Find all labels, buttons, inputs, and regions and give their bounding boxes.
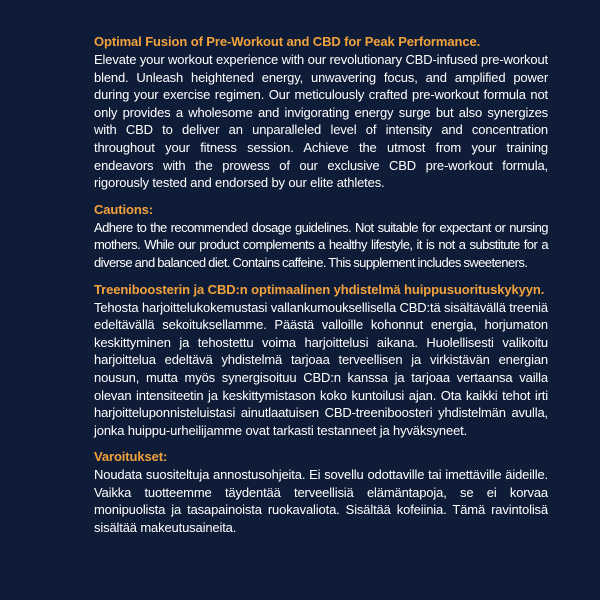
section-heading: Treeniboosterin ja CBD:n optimaalinen yhdistelmä huippusuorituskykyyn.: [94, 281, 545, 297]
section-finnish-description: [94, 281, 548, 440]
section-body: Tehosta harjoittelukokemustasi vallankumouksellisella CBD:tä sisältävällä treeniä edeltävällä sekoituksellamme. Päästä valloille kohonnut energia, horjumaton keskittyminen ja tehostettu voima harjoittelusi aikana. Huolellisesti valikoitu harjoittelua edeltävä yhdistelmä tarjoaa terveellisen ja virkistävän energian nousun, mutta myös synergisoituu CBD:n kanssa ja tarjoaa vertaansa vailla olevan intensiteetin ja keskittymistason koko kuntoilusi ajan. Ota kaikki tehot irti harjoitteluponnisteluistasi ainutlaatuisen CBD-treeniboosteri yhdistelmän avulla, jonka huippu-urheilijamme ovat tarkasti testanneet ja hyväksyneet.: [94, 299, 548, 438]
section-heading: Varoitukset:: [94, 449, 168, 465]
section-english-description: [94, 33, 548, 192]
section-body: Adhere to the recommended dosage guidelines. Not suitable for expectant or nursing mothers. While our product complements a healthy lifestyle, it is not a substitute for a diverse and balanced diet. Contains caffeine. This supplement includes sweeteners.: [94, 219, 548, 270]
section-finnish-cautions: [94, 448, 548, 536]
section-heading: Cautions:: [94, 201, 154, 217]
section-body: Elevate your workout experience with our revolutionary CBD-infused pre-workout blend. Unleash heightened energy, unwavering focus, and amplified power during your exercise regimen. Our meticulously crafted pre-workout formula not only provides a wholesome and invigorating energy surge but also synergizes with CBD to deliver an unparalleled level of intensity and concentration throughout your fitness session. Achieve the utmost from your training endeavors with the prowess of our exclusive CBD pre-workout formula, rigorously tested and endorsed by our elite athletes.: [94, 52, 548, 191]
section-heading: Optimal Fusion of Pre-Workout and CBD for Peak Performance.: [94, 34, 481, 49]
section-english-cautions: [94, 201, 548, 272]
section-body: Noudata suositeltuja annostusohjeita. Ei sovellu odottaville tai imettäville äideille. Vaikka tuotteemme täydentää terveellisiä elämäntapoja, se ei korvaa monipuolista ja tasapainoista ruokavaliota. Sisältää kofeiinia. Tämä ravintolisä sisältää makeutusaineita.: [94, 467, 548, 536]
